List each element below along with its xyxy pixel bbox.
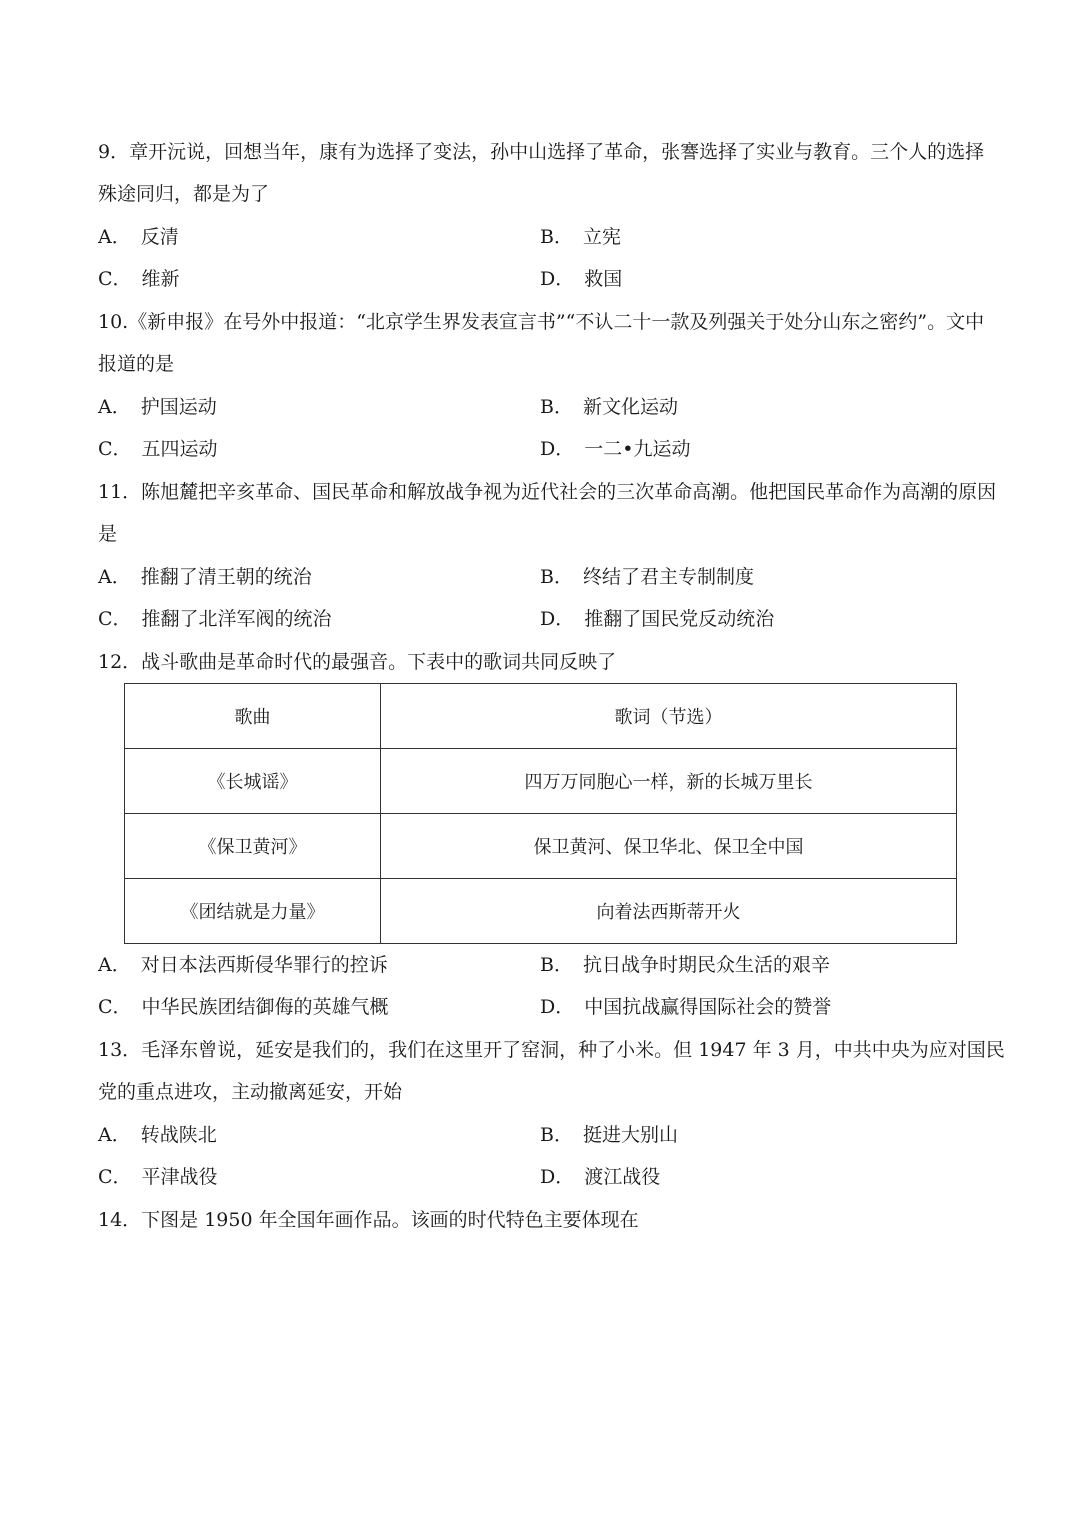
option-letter: C． [98, 268, 132, 290]
option-letter: C． [98, 1166, 132, 1188]
option-letter: B． [540, 396, 573, 418]
option-text: 一二•九运动 [584, 438, 691, 460]
option-letter: D． [540, 608, 575, 630]
q13-option-a [98, 1122, 217, 1148]
table-cell-song: 《保卫黄河》 [125, 814, 381, 879]
option-text: 五四运动 [141, 438, 218, 460]
option-text: 转战陕北 [140, 1124, 217, 1146]
q10-option-a [98, 394, 217, 420]
option-text: 推翻了清王朝的统治 [140, 566, 312, 588]
option-text: 新文化运动 [582, 396, 678, 418]
table-cell-song: 《长城谣》 [125, 749, 381, 814]
table-header-lyrics: 歌词（节选） [381, 684, 957, 749]
option-letter: A． [98, 954, 131, 976]
q10-option-d [540, 436, 690, 462]
option-letter: B． [540, 566, 573, 588]
q13-option-d [540, 1164, 660, 1190]
option-letter: A． [98, 226, 131, 248]
table-cell-lyrics: 向着法西斯蒂开火 [381, 879, 957, 944]
option-letter: C． [98, 996, 132, 1018]
table-cell-lyrics: 保卫黄河、保卫华北、保卫全中国 [381, 814, 957, 879]
option-text: 立宪 [582, 226, 621, 248]
option-text: 推翻了北洋军阀的统治 [141, 608, 332, 630]
option-text: 挺进大别山 [582, 1124, 678, 1146]
option-text: 反清 [140, 226, 179, 248]
q13-option-b [540, 1122, 678, 1148]
option-letter: D． [540, 996, 575, 1018]
q9-stem-line2: 殊途同归，都是为了 [98, 183, 270, 205]
q10-stem-line2: 报道的是 [98, 353, 175, 375]
option-text: 抗日战争时期民众生活的艰辛 [582, 954, 830, 976]
table-header-row [125, 684, 957, 749]
q9-option-d [540, 266, 622, 292]
q9-stem-line1: 9．章开沅说，回想当年，康有为选择了变法，孙中山选择了革命，张謇选择了实业与教育。三个人的选择 [98, 141, 985, 163]
option-letter: D． [540, 1166, 575, 1188]
option-text: 渡江战役 [584, 1166, 661, 1188]
option-letter: A． [98, 566, 131, 588]
q10-option-c [98, 436, 218, 462]
q11-stem-line2: 是 [98, 523, 118, 545]
option-letter: C． [98, 438, 132, 460]
table-cell-lyrics: 四万万同胞心一样，新的长城万里长 [381, 749, 957, 814]
option-letter: D． [540, 268, 575, 290]
q14-stem-line1: 14．下图是 1950 年全国年画作品。该画的时代特色主要体现在 [98, 1209, 639, 1231]
table-row [125, 749, 957, 814]
option-text: 维新 [141, 268, 180, 290]
option-letter: A． [98, 396, 131, 418]
option-text: 对日本法西斯侵华罪行的控诉 [140, 954, 388, 976]
table-row [125, 814, 957, 879]
q13-option-c [98, 1164, 218, 1190]
q11-stem-line1: 11．陈旭麓把辛亥革命、国民革命和解放战争视为近代社会的三次革命高潮。他把国民革命作为高潮的原因 [98, 481, 997, 503]
q12-option-a [98, 952, 388, 978]
q9-option-c [98, 266, 180, 292]
option-letter: B． [540, 1124, 573, 1146]
option-letter: C． [98, 608, 132, 630]
q12-option-b [540, 952, 830, 978]
q11-option-a [98, 564, 312, 590]
q13-stem-line2: 党的重点进攻，主动撤离延安，开始 [98, 1081, 403, 1103]
q11-option-c [98, 606, 332, 632]
option-text: 平津战役 [141, 1166, 218, 1188]
q11-option-b [540, 564, 754, 590]
q12-option-d [540, 994, 831, 1020]
q12-stem-line1: 12．战斗歌曲是革命时代的最强音。下表中的歌词共同反映了 [98, 651, 617, 673]
option-letter: B． [540, 226, 573, 248]
option-letter: D． [540, 438, 575, 460]
table-header-song: 歌曲 [125, 684, 381, 749]
option-text: 中华民族团结御侮的英雄气概 [141, 996, 389, 1018]
q10-option-b [540, 394, 678, 420]
table-row [125, 879, 957, 944]
table-cell-song: 《团结就是力量》 [125, 879, 381, 944]
option-text: 终结了君主专制制度 [582, 566, 754, 588]
option-letter: B． [540, 954, 573, 976]
option-text: 推翻了国民党反动统治 [584, 608, 775, 630]
q10-stem-line1: 10.《新申报》在号外中报道：“北京学生界发表宣言书”“不认二十一款及列强关于处分山东之密约”。文中 [98, 311, 985, 333]
lyrics-table [124, 683, 957, 944]
q9-option-b [540, 224, 621, 250]
q11-option-d [540, 606, 774, 632]
q9-option-a [98, 224, 179, 250]
option-text: 护国运动 [140, 396, 217, 418]
q13-stem-line1: 13．毛泽东曾说，延安是我们的，我们在这里开了窑洞，种了小米。但 1947 年 3 月，中共中央为应对国民 [98, 1039, 1005, 1061]
option-text: 中国抗战赢得国际社会的赞誉 [584, 996, 832, 1018]
option-letter: A． [98, 1124, 131, 1146]
option-text: 救国 [584, 268, 623, 290]
q12-option-c [98, 994, 389, 1020]
